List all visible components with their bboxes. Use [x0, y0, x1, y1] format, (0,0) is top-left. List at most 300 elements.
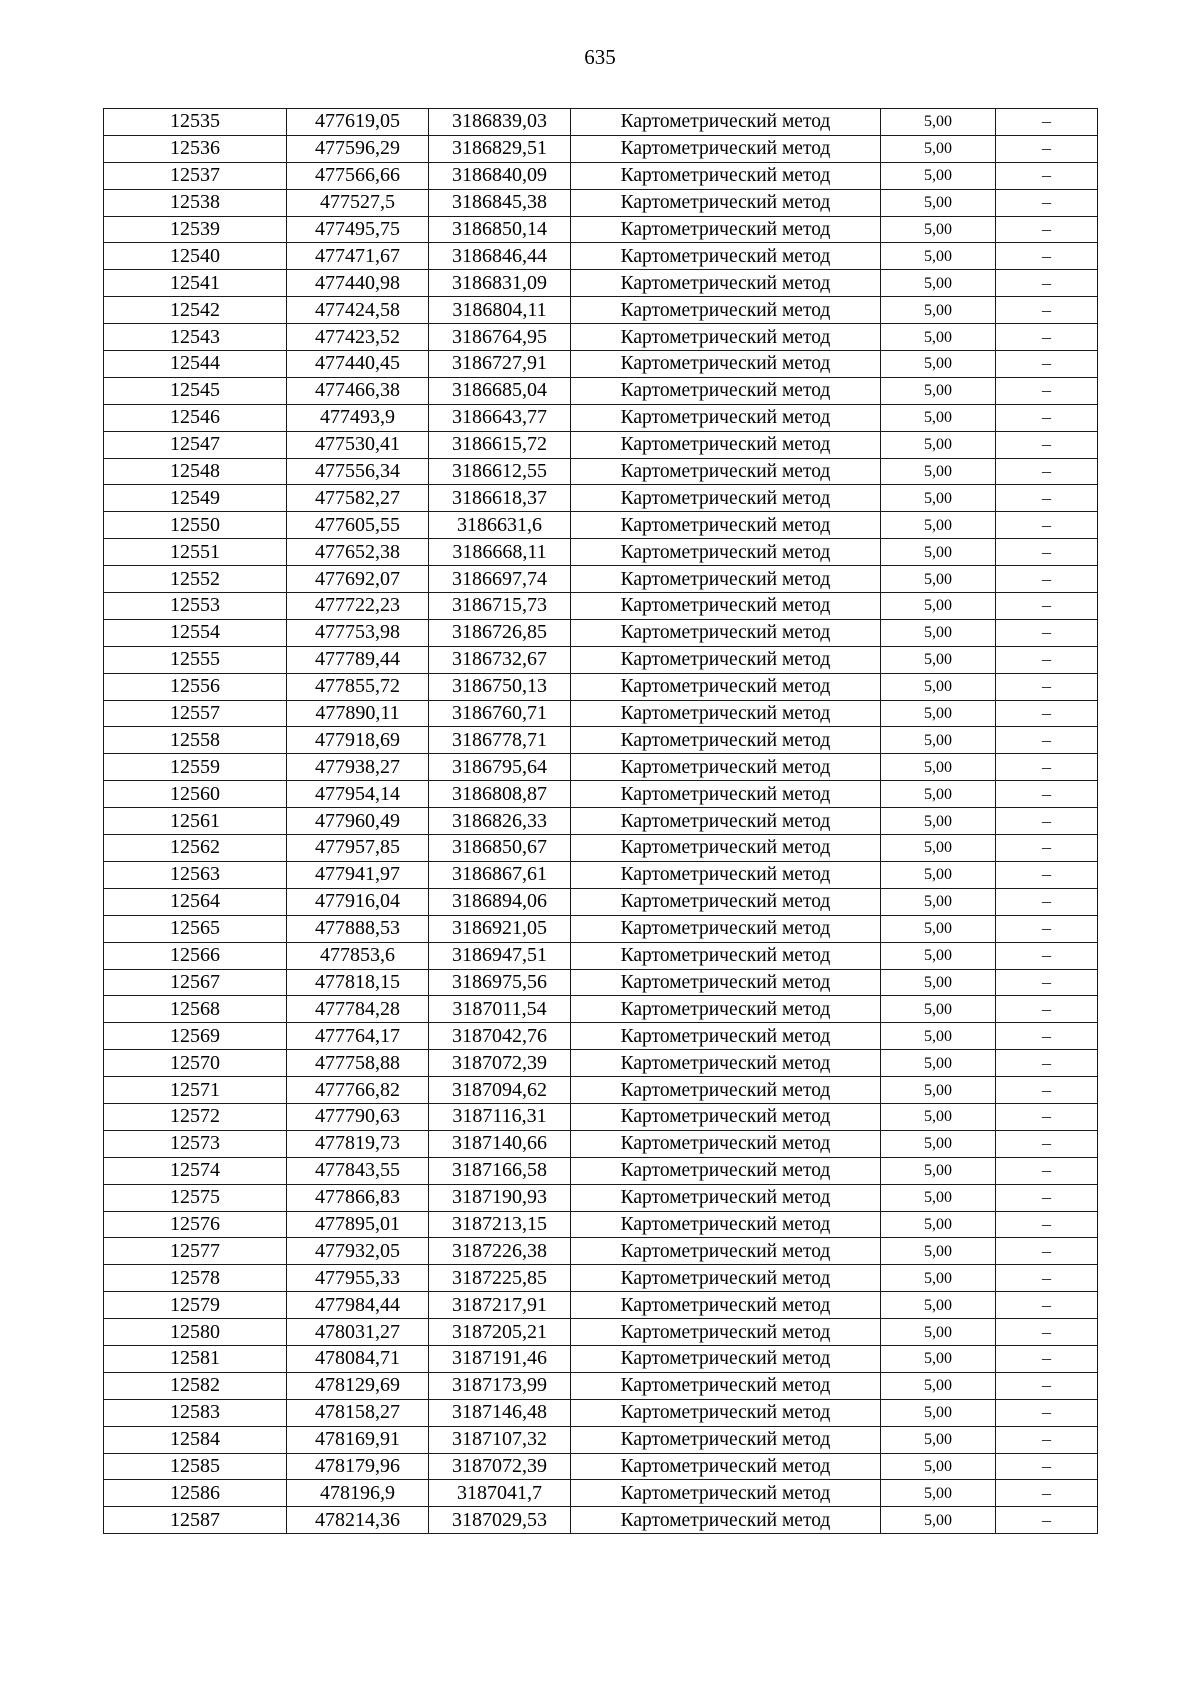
- point-number-cell: 12577: [104, 1238, 287, 1265]
- table-row: [104, 754, 1098, 781]
- point-number-cell: 12543: [104, 324, 287, 351]
- point-number-cell: 12553: [104, 593, 287, 620]
- dash-cell: –: [996, 1211, 1098, 1238]
- point-number-cell: 12552: [104, 566, 287, 593]
- method-cell: Картометрический метод: [571, 1480, 881, 1507]
- method-cell: Картометрический метод: [571, 1399, 881, 1426]
- accuracy-cell: 5,00: [881, 1184, 996, 1211]
- accuracy-cell: 5,00: [881, 1480, 996, 1507]
- y-coordinate-cell: 3187140,66: [429, 1130, 571, 1157]
- x-coordinate-cell: 477530,41: [287, 431, 429, 458]
- method-cell: Картометрический метод: [571, 1265, 881, 1292]
- dash-cell: –: [996, 404, 1098, 431]
- dash-cell: –: [996, 593, 1098, 620]
- y-coordinate-cell: 3186618,37: [429, 485, 571, 512]
- x-coordinate-cell: 477424,58: [287, 297, 429, 324]
- table-row: [104, 969, 1098, 996]
- y-coordinate-cell: 3186867,61: [429, 861, 571, 888]
- point-number-cell: 12580: [104, 1319, 287, 1346]
- dash-cell: –: [996, 243, 1098, 270]
- x-coordinate-cell: 477440,45: [287, 351, 429, 378]
- table-row: [104, 135, 1098, 162]
- method-cell: Картометрический метод: [571, 1453, 881, 1480]
- point-number-cell: 12582: [104, 1372, 287, 1399]
- x-coordinate-cell: 477556,34: [287, 458, 429, 485]
- dash-cell: –: [996, 996, 1098, 1023]
- y-coordinate-cell: 3186643,77: [429, 404, 571, 431]
- y-coordinate-cell: 3186750,13: [429, 673, 571, 700]
- x-coordinate-cell: 477766,82: [287, 1077, 429, 1104]
- dash-cell: –: [996, 754, 1098, 781]
- method-cell: Картометрический метод: [571, 189, 881, 216]
- table-row: [104, 727, 1098, 754]
- accuracy-cell: 5,00: [881, 297, 996, 324]
- x-coordinate-cell: 477955,33: [287, 1265, 429, 1292]
- method-cell: Картометрический метод: [571, 1426, 881, 1453]
- x-coordinate-cell: 477566,66: [287, 162, 429, 189]
- point-number-cell: 12544: [104, 351, 287, 378]
- method-cell: Картометрический метод: [571, 512, 881, 539]
- accuracy-cell: 5,00: [881, 135, 996, 162]
- dash-cell: –: [996, 109, 1098, 136]
- table-row: [104, 458, 1098, 485]
- method-cell: Картометрический метод: [571, 539, 881, 566]
- table-body: [104, 109, 1098, 1534]
- y-coordinate-cell: 3186850,14: [429, 216, 571, 243]
- y-coordinate-cell: 3186631,6: [429, 512, 571, 539]
- dash-cell: –: [996, 1426, 1098, 1453]
- dash-cell: –: [996, 861, 1098, 888]
- dash-cell: –: [996, 1480, 1098, 1507]
- accuracy-cell: 5,00: [881, 1265, 996, 1292]
- x-coordinate-cell: 478084,71: [287, 1345, 429, 1372]
- table-row: [104, 1507, 1098, 1534]
- y-coordinate-cell: 3186808,87: [429, 781, 571, 808]
- point-number-cell: 12555: [104, 646, 287, 673]
- table-row: [104, 888, 1098, 915]
- y-coordinate-cell: 3186921,05: [429, 915, 571, 942]
- accuracy-cell: 5,00: [881, 243, 996, 270]
- method-cell: Картометрический метод: [571, 1238, 881, 1265]
- table-row: [104, 942, 1098, 969]
- x-coordinate-cell: 477758,88: [287, 1050, 429, 1077]
- y-coordinate-cell: 3187173,99: [429, 1372, 571, 1399]
- table-row: [104, 1103, 1098, 1130]
- method-cell: Картометрический метод: [571, 673, 881, 700]
- method-cell: Картометрический метод: [571, 109, 881, 136]
- y-coordinate-cell: 3187205,21: [429, 1319, 571, 1346]
- x-coordinate-cell: 478158,27: [287, 1399, 429, 1426]
- y-coordinate-cell: 3186947,51: [429, 942, 571, 969]
- method-cell: Картометрический метод: [571, 1023, 881, 1050]
- point-number-cell: 12545: [104, 377, 287, 404]
- point-number-cell: 12562: [104, 835, 287, 862]
- table-row: [104, 1292, 1098, 1319]
- accuracy-cell: 5,00: [881, 969, 996, 996]
- accuracy-cell: 5,00: [881, 1211, 996, 1238]
- method-cell: Картометрический метод: [571, 1372, 881, 1399]
- accuracy-cell: 5,00: [881, 808, 996, 835]
- x-coordinate-cell: 478031,27: [287, 1319, 429, 1346]
- point-number-cell: 12551: [104, 539, 287, 566]
- accuracy-cell: 5,00: [881, 566, 996, 593]
- dash-cell: –: [996, 216, 1098, 243]
- method-cell: Картометрический метод: [571, 942, 881, 969]
- method-cell: Картометрический метод: [571, 1157, 881, 1184]
- method-cell: Картометрический метод: [571, 243, 881, 270]
- y-coordinate-cell: 3187094,62: [429, 1077, 571, 1104]
- table-row: [104, 216, 1098, 243]
- table-row: [104, 1050, 1098, 1077]
- accuracy-cell: 5,00: [881, 458, 996, 485]
- accuracy-cell: 5,00: [881, 512, 996, 539]
- x-coordinate-cell: 477784,28: [287, 996, 429, 1023]
- dash-cell: –: [996, 1238, 1098, 1265]
- y-coordinate-cell: 3187226,38: [429, 1238, 571, 1265]
- point-number-cell: 12540: [104, 243, 287, 270]
- y-coordinate-cell: 3187166,58: [429, 1157, 571, 1184]
- y-coordinate-cell: 3186975,56: [429, 969, 571, 996]
- dash-cell: –: [996, 1345, 1098, 1372]
- y-coordinate-cell: 3187041,7: [429, 1480, 571, 1507]
- method-cell: Картометрический метод: [571, 566, 881, 593]
- dash-cell: –: [996, 1050, 1098, 1077]
- point-number-cell: 12557: [104, 700, 287, 727]
- accuracy-cell: 5,00: [881, 1050, 996, 1077]
- x-coordinate-cell: 477619,05: [287, 109, 429, 136]
- x-coordinate-cell: 477843,55: [287, 1157, 429, 1184]
- accuracy-cell: 5,00: [881, 942, 996, 969]
- x-coordinate-cell: 477527,5: [287, 189, 429, 216]
- method-cell: Картометрический метод: [571, 351, 881, 378]
- table-row: [104, 297, 1098, 324]
- accuracy-cell: 5,00: [881, 915, 996, 942]
- dash-cell: –: [996, 700, 1098, 727]
- table-row: [104, 1426, 1098, 1453]
- dash-cell: –: [996, 1265, 1098, 1292]
- y-coordinate-cell: 3187190,93: [429, 1184, 571, 1211]
- x-coordinate-cell: 477941,97: [287, 861, 429, 888]
- dash-cell: –: [996, 1453, 1098, 1480]
- accuracy-cell: 5,00: [881, 1507, 996, 1534]
- y-coordinate-cell: 3186831,09: [429, 270, 571, 297]
- point-number-cell: 12565: [104, 915, 287, 942]
- point-number-cell: 12560: [104, 781, 287, 808]
- dash-cell: –: [996, 781, 1098, 808]
- x-coordinate-cell: 477652,38: [287, 539, 429, 566]
- table-row: [104, 1372, 1098, 1399]
- x-coordinate-cell: 478196,9: [287, 1480, 429, 1507]
- page-number: 635: [584, 45, 616, 69]
- dash-cell: –: [996, 1184, 1098, 1211]
- x-coordinate-cell: 477764,17: [287, 1023, 429, 1050]
- y-coordinate-cell: 3186845,38: [429, 189, 571, 216]
- y-coordinate-cell: 3186764,95: [429, 324, 571, 351]
- x-coordinate-cell: 477692,07: [287, 566, 429, 593]
- method-cell: Картометрический метод: [571, 162, 881, 189]
- point-number-cell: 12584: [104, 1426, 287, 1453]
- accuracy-cell: 5,00: [881, 754, 996, 781]
- point-number-cell: 12561: [104, 808, 287, 835]
- y-coordinate-cell: 3186795,64: [429, 754, 571, 781]
- y-coordinate-cell: 3186826,33: [429, 808, 571, 835]
- x-coordinate-cell: 477918,69: [287, 727, 429, 754]
- y-coordinate-cell: 3186846,44: [429, 243, 571, 270]
- y-coordinate-cell: 3186615,72: [429, 431, 571, 458]
- table-row: [104, 351, 1098, 378]
- y-coordinate-cell: 3186685,04: [429, 377, 571, 404]
- point-number-cell: 12583: [104, 1399, 287, 1426]
- dash-cell: –: [996, 162, 1098, 189]
- dash-cell: –: [996, 566, 1098, 593]
- x-coordinate-cell: 477818,15: [287, 969, 429, 996]
- accuracy-cell: 5,00: [881, 162, 996, 189]
- accuracy-cell: 5,00: [881, 888, 996, 915]
- y-coordinate-cell: 3186804,11: [429, 297, 571, 324]
- x-coordinate-cell: 478129,69: [287, 1372, 429, 1399]
- y-coordinate-cell: 3187072,39: [429, 1453, 571, 1480]
- table-row: [104, 835, 1098, 862]
- point-number-cell: 12571: [104, 1077, 287, 1104]
- y-coordinate-cell: 3186840,09: [429, 162, 571, 189]
- point-number-cell: 12538: [104, 189, 287, 216]
- dash-cell: –: [996, 727, 1098, 754]
- x-coordinate-cell: 477954,14: [287, 781, 429, 808]
- accuracy-cell: 5,00: [881, 835, 996, 862]
- method-cell: Картометрический метод: [571, 216, 881, 243]
- accuracy-cell: 5,00: [881, 351, 996, 378]
- point-number-cell: 12554: [104, 619, 287, 646]
- dash-cell: –: [996, 431, 1098, 458]
- method-cell: Картометрический метод: [571, 888, 881, 915]
- table-row: [104, 1238, 1098, 1265]
- accuracy-cell: 5,00: [881, 539, 996, 566]
- x-coordinate-cell: 477471,67: [287, 243, 429, 270]
- y-coordinate-cell: 3187107,32: [429, 1426, 571, 1453]
- x-coordinate-cell: 477819,73: [287, 1130, 429, 1157]
- x-coordinate-cell: 477960,49: [287, 808, 429, 835]
- point-number-cell: 12574: [104, 1157, 287, 1184]
- accuracy-cell: 5,00: [881, 1453, 996, 1480]
- point-number-cell: 12556: [104, 673, 287, 700]
- method-cell: Картометрический метод: [571, 1507, 881, 1534]
- table-row: [104, 270, 1098, 297]
- y-coordinate-cell: 3186612,55: [429, 458, 571, 485]
- method-cell: Картометрический метод: [571, 1211, 881, 1238]
- point-number-cell: 12587: [104, 1507, 287, 1534]
- accuracy-cell: 5,00: [881, 377, 996, 404]
- point-number-cell: 12536: [104, 135, 287, 162]
- y-coordinate-cell: 3187146,48: [429, 1399, 571, 1426]
- x-coordinate-cell: 478179,96: [287, 1453, 429, 1480]
- point-number-cell: 12570: [104, 1050, 287, 1077]
- y-coordinate-cell: 3187072,39: [429, 1050, 571, 1077]
- dash-cell: –: [996, 377, 1098, 404]
- accuracy-cell: 5,00: [881, 700, 996, 727]
- x-coordinate-cell: 477493,9: [287, 404, 429, 431]
- table-row: [104, 1077, 1098, 1104]
- y-coordinate-cell: 3187191,46: [429, 1345, 571, 1372]
- point-number-cell: 12535: [104, 109, 287, 136]
- table-row: [104, 1265, 1098, 1292]
- point-number-cell: 12585: [104, 1453, 287, 1480]
- table-row: [104, 996, 1098, 1023]
- y-coordinate-cell: 3187042,76: [429, 1023, 571, 1050]
- dash-cell: –: [996, 1077, 1098, 1104]
- accuracy-cell: 5,00: [881, 1426, 996, 1453]
- dash-cell: –: [996, 808, 1098, 835]
- table-row: [104, 512, 1098, 539]
- method-cell: Картометрический метод: [571, 861, 881, 888]
- dash-cell: –: [996, 888, 1098, 915]
- x-coordinate-cell: 478169,91: [287, 1426, 429, 1453]
- accuracy-cell: 5,00: [881, 673, 996, 700]
- table-row: [104, 1023, 1098, 1050]
- table-row: [104, 566, 1098, 593]
- dash-cell: –: [996, 297, 1098, 324]
- method-cell: Картометрический метод: [571, 1077, 881, 1104]
- x-coordinate-cell: 477916,04: [287, 888, 429, 915]
- method-cell: Картометрический метод: [571, 1050, 881, 1077]
- dash-cell: –: [996, 915, 1098, 942]
- table-row: [104, 1399, 1098, 1426]
- dash-cell: –: [996, 1157, 1098, 1184]
- dash-cell: –: [996, 270, 1098, 297]
- y-coordinate-cell: 3186715,73: [429, 593, 571, 620]
- point-number-cell: 12566: [104, 942, 287, 969]
- table-row: [104, 189, 1098, 216]
- accuracy-cell: 5,00: [881, 1023, 996, 1050]
- accuracy-cell: 5,00: [881, 109, 996, 136]
- point-number-cell: 12568: [104, 996, 287, 1023]
- point-number-cell: 12564: [104, 888, 287, 915]
- table-row: [104, 162, 1098, 189]
- point-number-cell: 12578: [104, 1265, 287, 1292]
- point-number-cell: 12541: [104, 270, 287, 297]
- method-cell: Картометрический метод: [571, 835, 881, 862]
- table-row: [104, 485, 1098, 512]
- x-coordinate-cell: 477423,52: [287, 324, 429, 351]
- x-coordinate-cell: 477582,27: [287, 485, 429, 512]
- table-row: [104, 243, 1098, 270]
- y-coordinate-cell: 3186727,91: [429, 351, 571, 378]
- accuracy-cell: 5,00: [881, 404, 996, 431]
- x-coordinate-cell: 477790,63: [287, 1103, 429, 1130]
- point-number-cell: 12573: [104, 1130, 287, 1157]
- method-cell: Картометрический метод: [571, 1184, 881, 1211]
- method-cell: Картометрический метод: [571, 135, 881, 162]
- y-coordinate-cell: 3187116,31: [429, 1103, 571, 1130]
- y-coordinate-cell: 3186829,51: [429, 135, 571, 162]
- x-coordinate-cell: 477984,44: [287, 1292, 429, 1319]
- point-number-cell: 12579: [104, 1292, 287, 1319]
- point-number-cell: 12549: [104, 485, 287, 512]
- accuracy-cell: 5,00: [881, 1345, 996, 1372]
- accuracy-cell: 5,00: [881, 1319, 996, 1346]
- x-coordinate-cell: 477866,83: [287, 1184, 429, 1211]
- y-coordinate-cell: 3186697,74: [429, 566, 571, 593]
- x-coordinate-cell: 477855,72: [287, 673, 429, 700]
- table-row: [104, 1480, 1098, 1507]
- y-coordinate-cell: 3186778,71: [429, 727, 571, 754]
- dash-cell: –: [996, 135, 1098, 162]
- point-number-cell: 12537: [104, 162, 287, 189]
- table-row: [104, 431, 1098, 458]
- accuracy-cell: 5,00: [881, 727, 996, 754]
- method-cell: Картометрический метод: [571, 1130, 881, 1157]
- dash-cell: –: [996, 1103, 1098, 1130]
- method-cell: Картометрический метод: [571, 431, 881, 458]
- method-cell: Картометрический метод: [571, 404, 881, 431]
- accuracy-cell: 5,00: [881, 485, 996, 512]
- point-number-cell: 12547: [104, 431, 287, 458]
- method-cell: Картометрический метод: [571, 297, 881, 324]
- dash-cell: –: [996, 1130, 1098, 1157]
- table-row: [104, 109, 1098, 136]
- y-coordinate-cell: 3186839,03: [429, 109, 571, 136]
- accuracy-cell: 5,00: [881, 431, 996, 458]
- x-coordinate-cell: 477957,85: [287, 835, 429, 862]
- dash-cell: –: [996, 351, 1098, 378]
- dash-cell: –: [996, 1399, 1098, 1426]
- point-number-cell: 12559: [104, 754, 287, 781]
- dash-cell: –: [996, 942, 1098, 969]
- table-row: [104, 673, 1098, 700]
- point-number-cell: 12576: [104, 1211, 287, 1238]
- method-cell: Картометрический метод: [571, 1345, 881, 1372]
- dash-cell: –: [996, 619, 1098, 646]
- table-row: [104, 404, 1098, 431]
- y-coordinate-cell: 3187029,53: [429, 1507, 571, 1534]
- table-row: [104, 861, 1098, 888]
- method-cell: Картометрический метод: [571, 1319, 881, 1346]
- y-coordinate-cell: 3186732,67: [429, 646, 571, 673]
- x-coordinate-cell: 477895,01: [287, 1211, 429, 1238]
- method-cell: Картометрический метод: [571, 700, 881, 727]
- table-row: [104, 808, 1098, 835]
- y-coordinate-cell: 3186894,06: [429, 888, 571, 915]
- x-coordinate-cell: 477605,55: [287, 512, 429, 539]
- y-coordinate-cell: 3187217,91: [429, 1292, 571, 1319]
- point-number-cell: 12572: [104, 1103, 287, 1130]
- dash-cell: –: [996, 485, 1098, 512]
- point-number-cell: 12548: [104, 458, 287, 485]
- x-coordinate-cell: 477888,53: [287, 915, 429, 942]
- accuracy-cell: 5,00: [881, 861, 996, 888]
- point-number-cell: 12575: [104, 1184, 287, 1211]
- accuracy-cell: 5,00: [881, 646, 996, 673]
- method-cell: Картометрический метод: [571, 915, 881, 942]
- accuracy-cell: 5,00: [881, 781, 996, 808]
- dash-cell: –: [996, 189, 1098, 216]
- table-row: [104, 377, 1098, 404]
- method-cell: Картометрический метод: [571, 754, 881, 781]
- table-row: [104, 324, 1098, 351]
- method-cell: Картометрический метод: [571, 458, 881, 485]
- x-coordinate-cell: 477789,44: [287, 646, 429, 673]
- x-coordinate-cell: 477890,11: [287, 700, 429, 727]
- y-coordinate-cell: 3187225,85: [429, 1265, 571, 1292]
- y-coordinate-cell: 3186760,71: [429, 700, 571, 727]
- accuracy-cell: 5,00: [881, 593, 996, 620]
- method-cell: Картометрический метод: [571, 619, 881, 646]
- method-cell: Картометрический метод: [571, 646, 881, 673]
- x-coordinate-cell: 477440,98: [287, 270, 429, 297]
- table-row: [104, 700, 1098, 727]
- dash-cell: –: [996, 458, 1098, 485]
- table-row: [104, 1184, 1098, 1211]
- method-cell: Картометрический метод: [571, 996, 881, 1023]
